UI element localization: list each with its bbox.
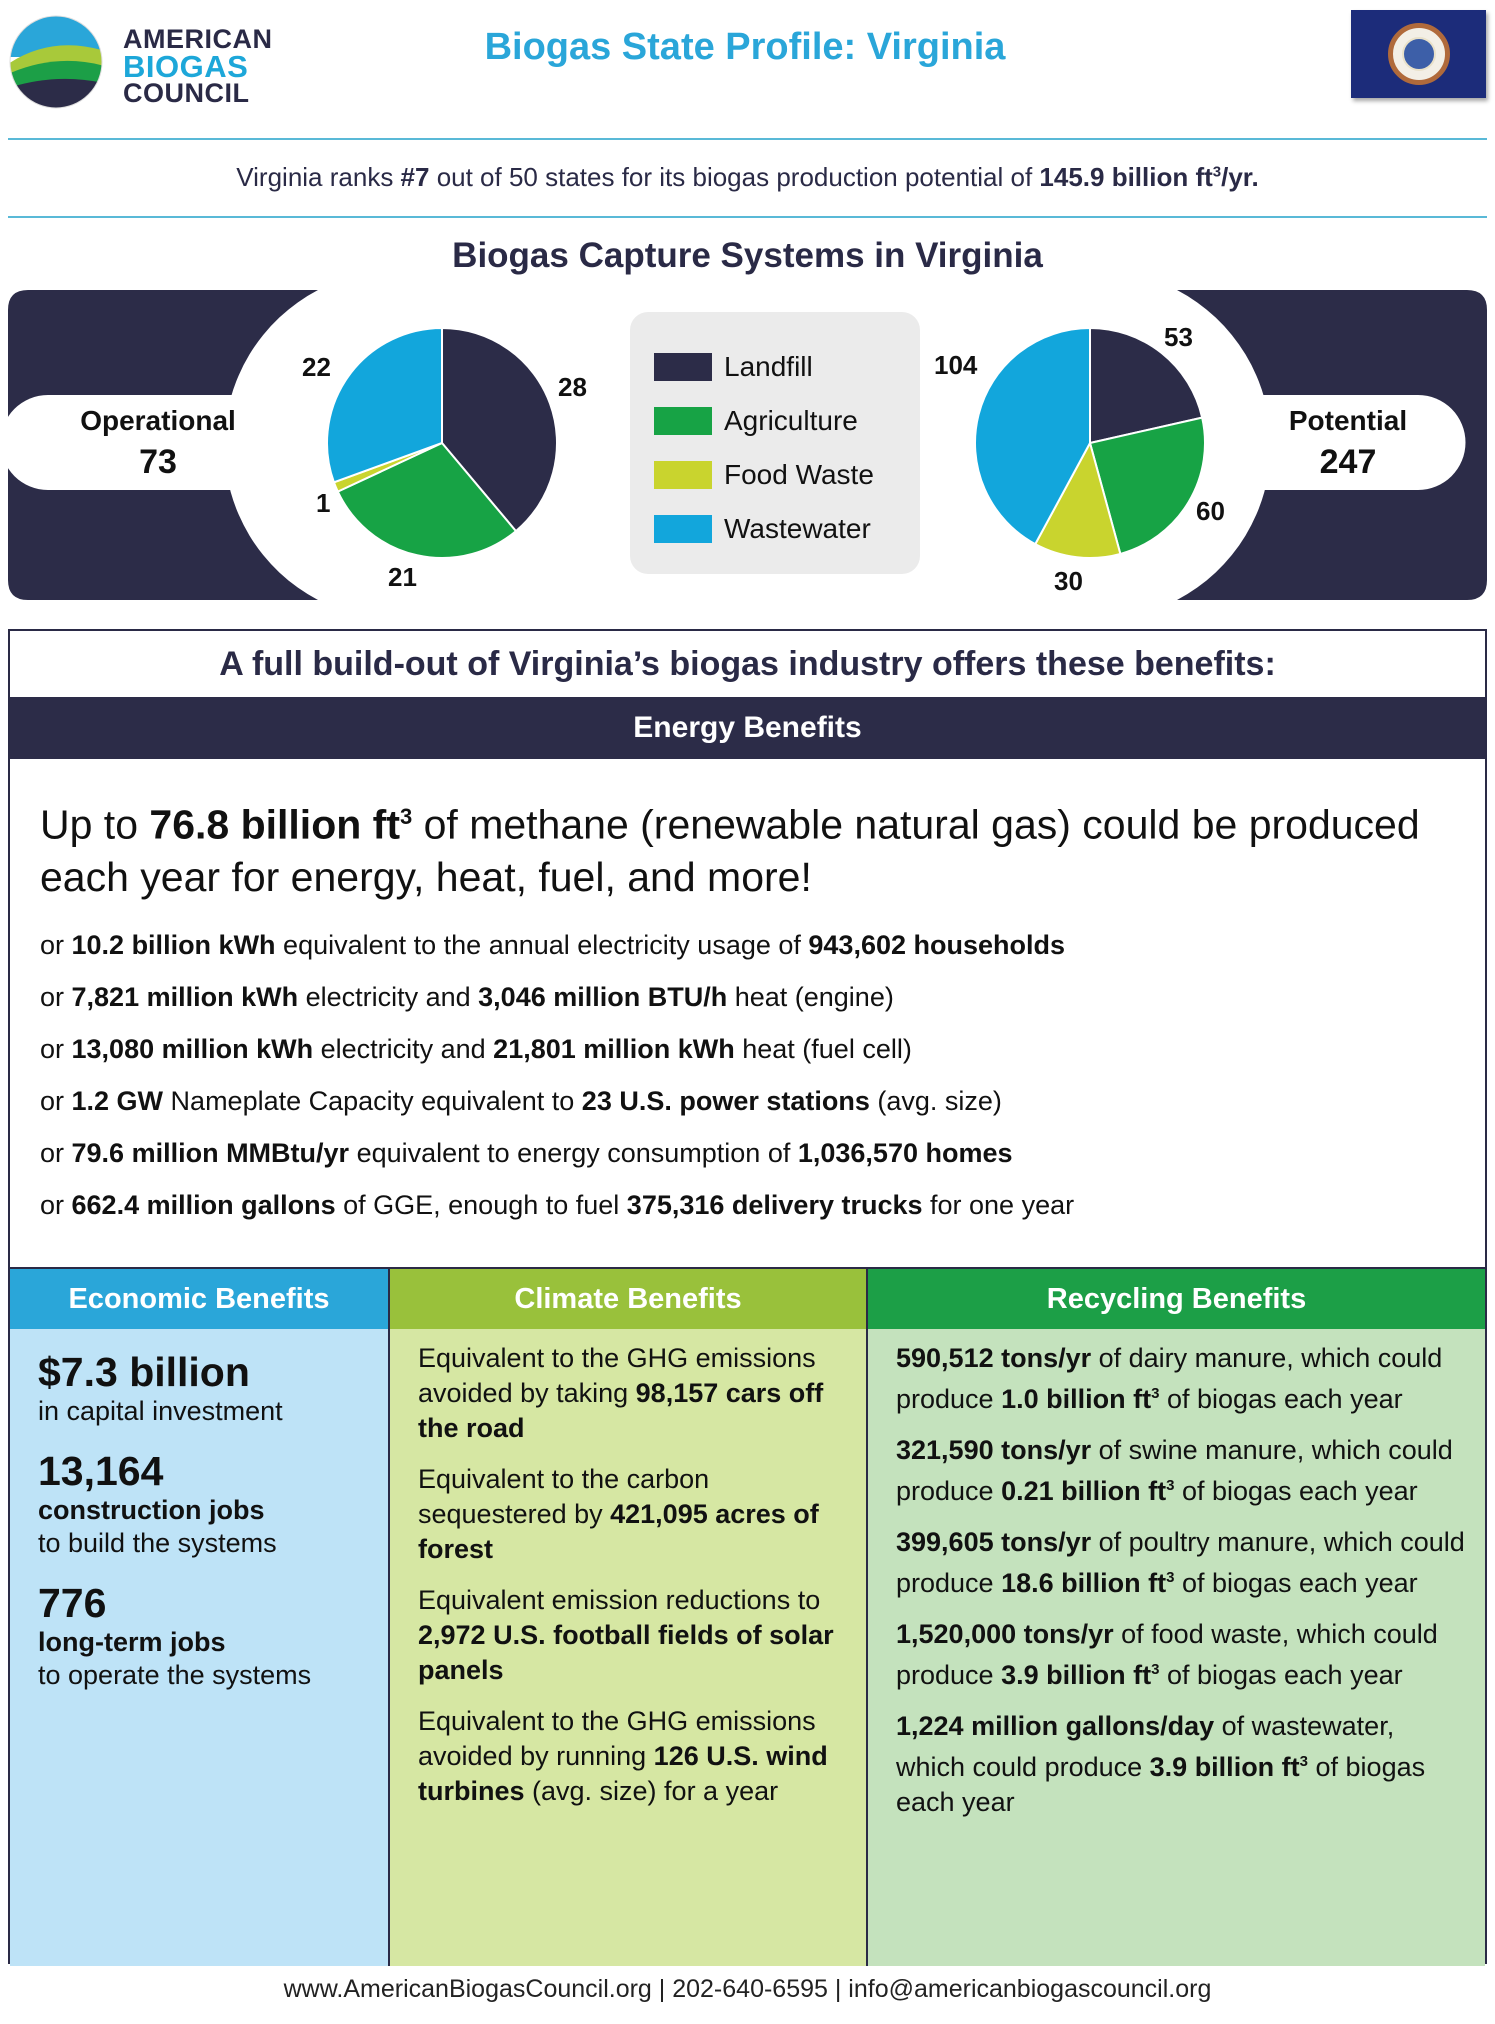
recycling-benefit: 590,512 tons/yr of dairy manure, which could produce 1.0 billion $ft^3$ of biogas each year — [896, 1343, 1443, 1414]
operational-label: Operational 73 — [80, 405, 236, 481]
climate-benefit: Equivalent to the GHG emissions avoided by running 126 U.S. wind turbines (avg. size) for a year — [418, 1706, 828, 1806]
pie2-label-agriculture: 60 — [1196, 496, 1225, 526]
rank-statement: Virginia ranks #7 out of 50 states for its biogas production potential of 145.9 billion $ft^3/yr$. — [236, 162, 1259, 192]
economic-benefits-column — [10, 1269, 388, 1966]
potential-label: Potential 247 — [1288, 405, 1408, 481]
legend-item-foodwaste: Food Waste — [654, 448, 920, 502]
pie1-label-landfill: 28 — [558, 372, 587, 402]
recycling-benefit: 1,520,000 tons/yr of food waste, which could produce 3.9 billion $ft^3$ of biogas each year — [896, 1619, 1438, 1690]
energy-benefit-list — [40, 919, 1460, 1231]
pie-legend — [630, 312, 920, 574]
logo-line-1: AMERICAN — [123, 24, 273, 54]
benefits-box — [8, 629, 1487, 1964]
energy-benefit-line: or 79.6 million MMBtu/yr equivalent to energy consumption of 1,036,570 homes — [40, 1138, 1013, 1168]
recycling-benefit: 1,224 million gallons/day of wastewater, which could produce 3.9 billion $ft^3$ of biogas each year — [896, 1711, 1426, 1817]
seal-icon — [1388, 23, 1450, 85]
recycling-benefit: 321,590 tons/yr of swine manure, which could produce 0.21 billion $ft^3$ of biogas each year — [896, 1435, 1453, 1506]
legend-item-agriculture: Agriculture — [654, 394, 920, 448]
pie2-label-landfill: 53 — [1164, 322, 1193, 352]
legend-swatch — [654, 353, 712, 381]
legend-swatch — [654, 407, 712, 435]
pie2-label-foodwaste: 30 — [1054, 566, 1083, 596]
logo-line-2: BIOGAS — [123, 49, 249, 84]
benefits-title: A full build-out of Virginia’s biogas industry offers these benefits: — [219, 645, 1276, 683]
recycling-benefits-header: Recycling Benefits — [868, 1269, 1485, 1329]
economic-benefit: $7.3 billion in capital investment — [38, 1349, 283, 1426]
energy-headline: Up to 76.8 billion $ft^3$ of methane (renewable natural gas) could be produced each year for energy, heat, fuel, and more! — [40, 801, 1420, 900]
economic-benefits-header: Economic Benefits — [10, 1269, 388, 1329]
virginia-flag-icon — [1351, 10, 1486, 98]
economic-benefit: 776 long-term jobs to operate the systems — [38, 1580, 312, 1690]
pie1-label-agriculture: 21 — [388, 562, 417, 592]
pie1-label-foodwaste: 1 — [316, 488, 331, 518]
climate-benefit: Equivalent to the carbon sequestered by 421,095 acres of forest — [418, 1464, 819, 1564]
climate-benefit: Equivalent to the GHG emissions avoided by taking 98,157 cars off the road — [418, 1343, 824, 1443]
logo-line-3: COUNCIL — [123, 78, 250, 108]
capture-title: Biogas Capture Systems in Virginia — [452, 236, 1043, 275]
energy-benefit-line: or 13,080 million kWh electricity and 21,801 million kWh heat (fuel cell) — [40, 1034, 912, 1064]
energy-benefit-line: or 1.2 GW Nameplate Capacity equivalent to 23 U.S. power stations (avg. size) — [40, 1086, 1002, 1116]
abc-logo — [8, 12, 273, 112]
energy-benefit-line: or 10.2 billion kWh equivalent to the annual electricity usage of 943,602 households — [40, 930, 1065, 960]
divider — [8, 138, 1487, 140]
legend-item-landfill: Landfill — [654, 340, 920, 394]
potential-pie — [975, 328, 1205, 558]
climate-benefit: Equivalent emission reductions to 2,972 U.S. football fields of solar panels — [418, 1585, 834, 1685]
recycling-benefits-column — [866, 1269, 1485, 1966]
climate-benefits-header: Climate Benefits — [390, 1269, 866, 1329]
energy-benefit-line: or 662.4 million gallons of GGE, enough to fuel 375,316 delivery trucks for one year — [40, 1190, 1075, 1220]
page-title: Biogas State Profile: Virginia — [484, 26, 1006, 68]
legend-swatch — [654, 461, 712, 489]
logo-globe-icon — [8, 12, 108, 112]
economic-benefit: 13,164 construction jobs to build the systems — [38, 1448, 277, 1558]
legend-item-wastewater: Wastewater — [654, 502, 920, 556]
footer-contact: www.AmericanBiogasCouncil.org | 202-640-6595 | info@americanbiogascouncil.org — [283, 1975, 1212, 2003]
benefit-columns — [10, 1267, 1485, 1964]
pie2-label-wastewater: 104 — [934, 350, 978, 380]
recycling-benefit: 399,605 tons/yr of poultry manure, which could produce 18.6 billion $ft^3$ of biogas each year — [896, 1527, 1465, 1598]
climate-benefits-column — [388, 1269, 866, 1966]
energy-benefits-header: Energy Benefits — [10, 697, 1485, 759]
legend-swatch — [654, 515, 712, 543]
operational-pie — [327, 328, 557, 558]
capture-panel — [8, 290, 1487, 600]
pie1-label-wastewater: 22 — [302, 352, 331, 382]
divider — [8, 216, 1487, 218]
energy-benefit-line: or 7,821 million kWh electricity and 3,046 million BTU/h heat (engine) — [40, 982, 894, 1012]
